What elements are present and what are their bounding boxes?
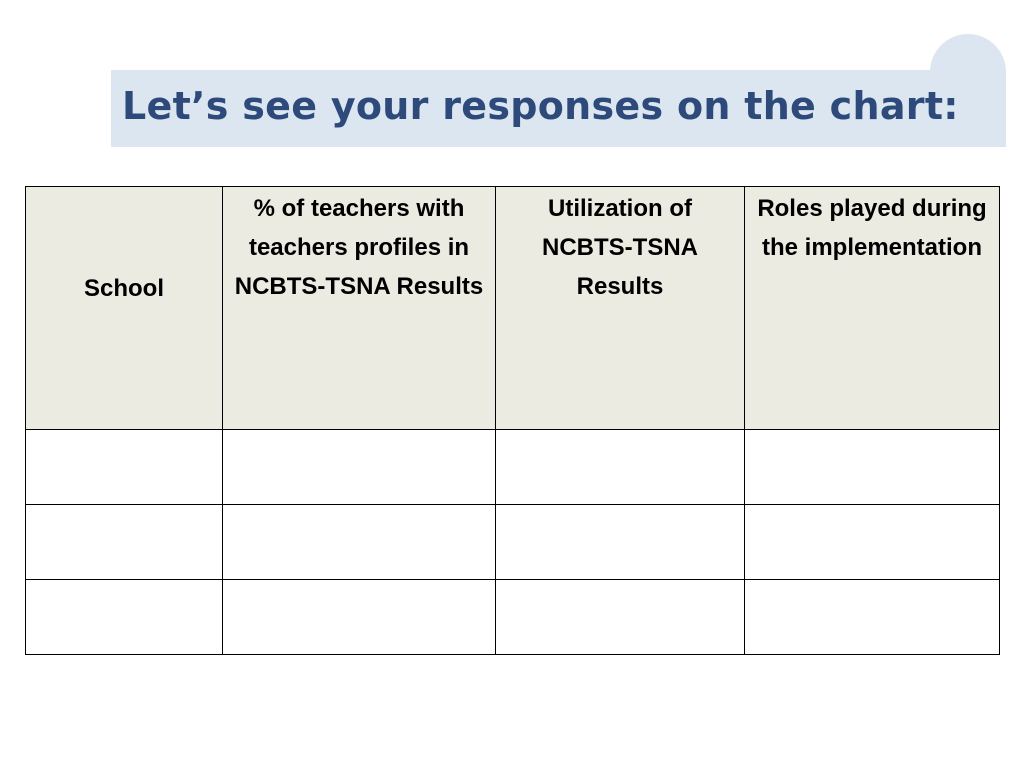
table-cell [745, 430, 1000, 505]
table-cell [26, 430, 223, 505]
table-header-row [26, 187, 1000, 430]
table-cell [223, 430, 496, 505]
table-cell [745, 505, 1000, 580]
slide-title: Let’s see your responses on the chart: [122, 84, 959, 128]
header-utilization [496, 187, 745, 430]
header-roles-played [745, 187, 1000, 430]
header-roles-played-label: Roles played during the implementation [757, 195, 987, 261]
header-percent-teachers-label: % of teachers with teachers profiles in NCBTS-TSNA Results [234, 195, 484, 300]
table-cell [496, 505, 745, 580]
table-cell [745, 580, 1000, 655]
table-cell [496, 430, 745, 505]
table-row [26, 505, 1000, 580]
responses-table [25, 186, 1000, 655]
table-cell [26, 505, 223, 580]
table-cell [223, 505, 496, 580]
table-cell [496, 580, 745, 655]
header-percent-teachers [223, 187, 496, 430]
header-school [26, 187, 223, 430]
table-row [26, 430, 1000, 505]
table-cell [26, 580, 223, 655]
header-school-label: School [83, 274, 164, 302]
table-row [26, 580, 1000, 655]
table-cell [223, 580, 496, 655]
header-utilization-label: Utilization of NCBTS-TSNA Results [542, 195, 698, 300]
